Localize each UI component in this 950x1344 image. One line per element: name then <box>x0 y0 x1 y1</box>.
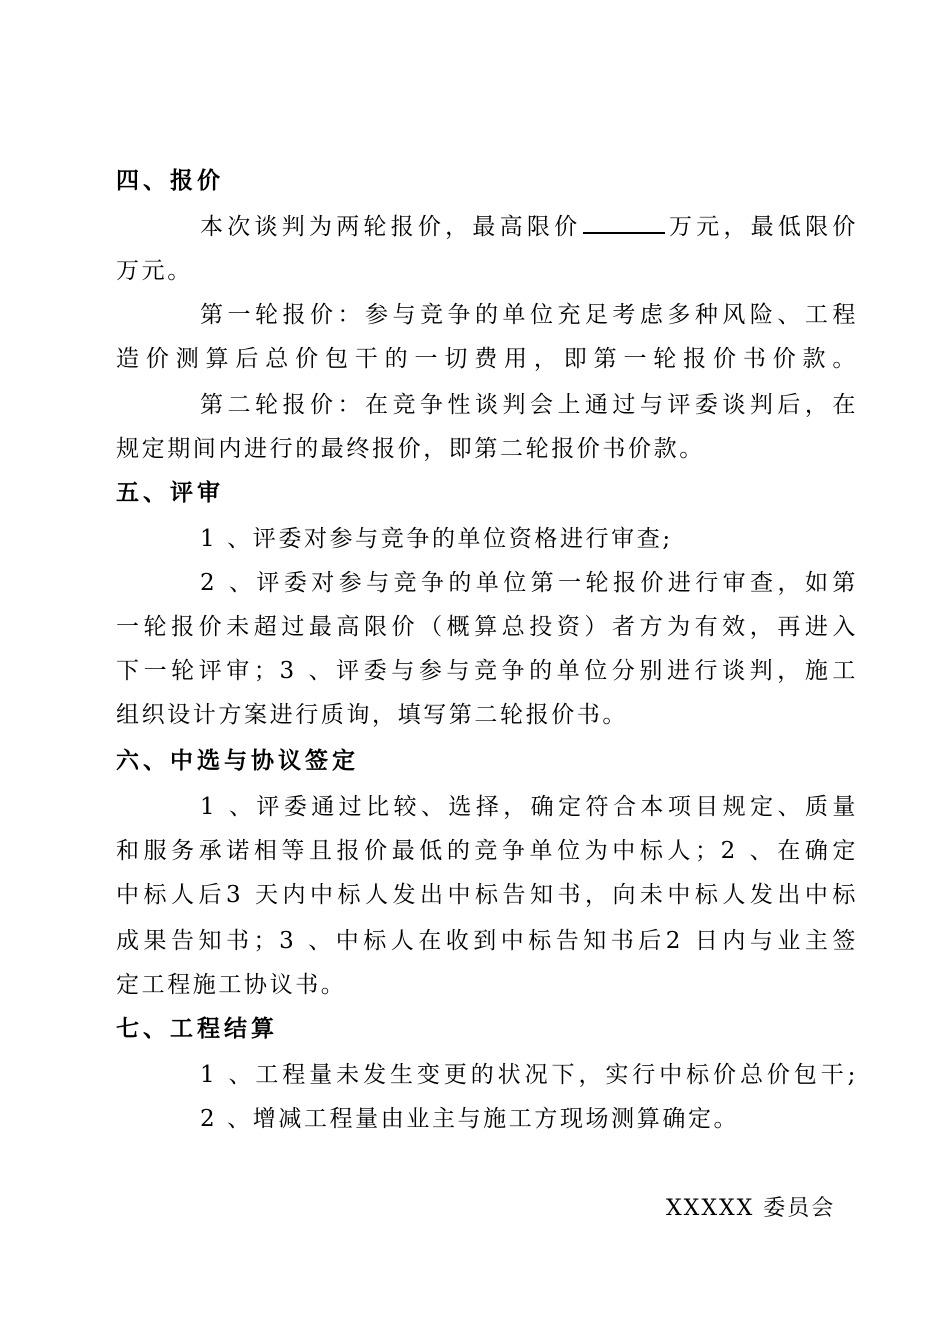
paragraph-line: 和服务承诺相等且报价最低的竞争单位为中标人；2 、在确定 <box>116 838 858 864</box>
paragraph-line: 下一轮评审；3 、评委与参与竞争的单位分别进行谈判，施工 <box>116 658 858 684</box>
section-heading-quotation: 四、报价 <box>116 168 224 194</box>
signature-committee: XXXXX 委员会 <box>666 1196 836 1221</box>
paragraph-line: 中标人后3 天内中标人发出中标告知书，向未中标人发出中标 <box>116 882 858 908</box>
paragraph-line: 组织设计方案进行质询，填写第二轮报价书。 <box>116 702 628 728</box>
paragraph-line: 第二轮报价：在竞争性谈判会上通过与评委谈判后，在 <box>200 392 858 418</box>
section-heading-settlement: 七、工程结算 <box>116 1016 278 1042</box>
paragraph-line: 1 、评委对参与竞争的单位资格进行审查; <box>200 526 673 552</box>
paragraph-line: 第一轮报价：参与竞争的单位充足考虑多种风险、工程 <box>200 302 858 328</box>
paragraph-line: 一轮报价未超过最高限价（概算总投资）者方为有效，再进入 <box>116 614 858 640</box>
paragraph-line: 规定期间内进行的最终报价，即第二轮报价书价款。 <box>116 436 705 462</box>
paragraph-line: 1 、工程量未发生变更的状况下，实行中标价总价包干; <box>200 1062 858 1088</box>
text-fragment: 万元，最低限价 <box>667 214 858 240</box>
blank-underline <box>583 212 665 234</box>
section-heading-review: 五、评审 <box>116 480 224 506</box>
paragraph-line: 2 、评委对参与竞争的单位第一轮报价进行审查，如第 <box>200 570 858 596</box>
paragraph-line: 1 、评委通过比较、选择，确定符合本项目规定、质量 <box>200 794 858 820</box>
paragraph-line: 造价测算后总价包干的一切费用，即第一轮报价书价款。 <box>116 346 858 372</box>
section-heading-selection-agreement: 六、中选与协议签定 <box>116 748 359 774</box>
paragraph-line: 成果告知书；3 、中标人在收到中标告知书后2 日内与业主签 <box>116 928 858 954</box>
paragraph-line: 2 、增减工程量由业主与施工方现场测算确定。 <box>200 1106 740 1132</box>
paragraph-line <box>200 212 858 242</box>
paragraph-line: 定工程施工协议书。 <box>116 972 347 998</box>
text-fragment: 本次谈判为两轮报价，最高限价 <box>200 214 582 240</box>
paragraph-line: 万元。 <box>116 258 193 284</box>
